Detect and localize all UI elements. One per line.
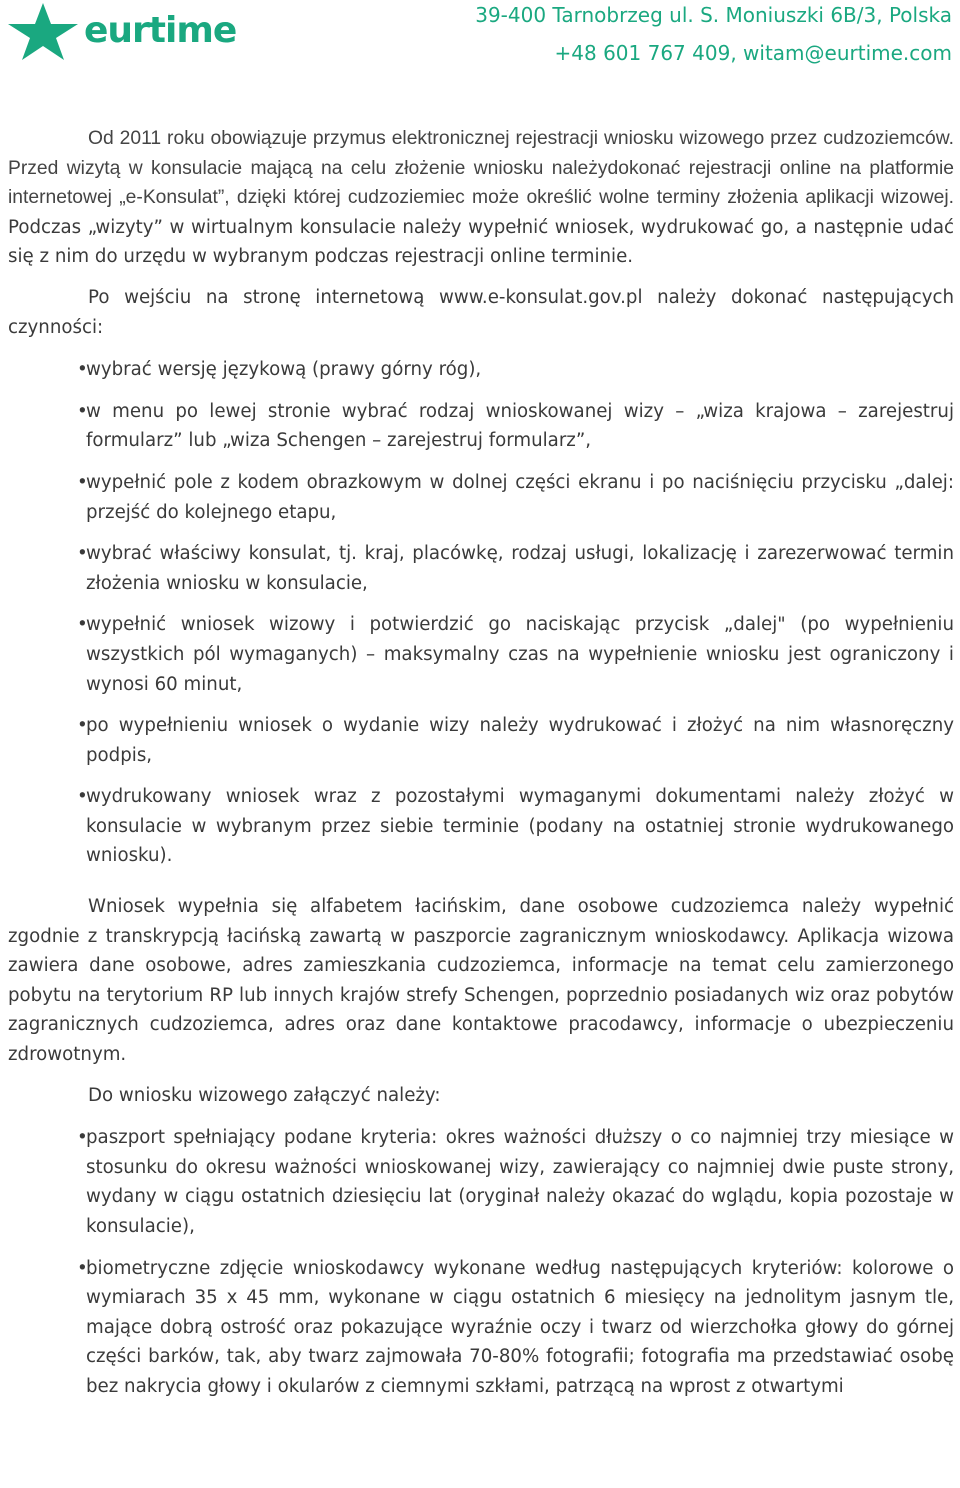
alphabet-paragraph: Wniosek wypełnia się alfabetem łacińskim, dane osobowe cudzoziemca należy wypełnić zgodnie z transkrypcją łacińską zawartą w paszporcie zagranicznym wnioskodawcy. Aplikacja wizowa zawiera dane osobowe, adres zamieszkania cudzoziemca, informacje na temat celu zamierzonego pobytu na terytorium RP lub innych krajów strefy Schengen, poprzednio posiadanych wiz oraz pobytów zagranicznych cudzoziemca, adres oraz dane kontaktowe pracodawcy, informacje o ubezpieczeniu zdrowotnym. [8,896,954,1066]
attachments-intro: Do wniosku wizowego załączyć należy: [88,1084,441,1106]
attachments-list [8,1123,954,1401]
page-header [0,0,960,80]
company-contact: +48 601 767 409, witam@eurtime.com [554,41,952,65]
logo-text: eurtime [84,10,237,51]
list-item: • paszport spełniający podane kryteria: okres ważności dłuższy o co najmniej trzy miesiące w stosunku do okresu ważności wnioskowanej wizy, zawierający co najmniej dwie puste strony, wydany w ciągu ostatnich dziesięciu lat (oryginał należy okazać do wglądu, kopia pozostaje w konsulacie), [86,1123,954,1241]
intro-paragraph [8,124,954,272]
list-item: • wydrukowany wniosek wraz z pozostałymi wymaganymi dokumentami należy złożyć w konsulacie w wybranym przez siebie terminie (podany na ostatniej stronie wydrukowanego wniosku). [86,782,954,871]
list-item: • wybrać właściwy konsulat, tj. kraj, placówkę, rodzaj usługi, lokalizację i zarezerwować termin złożenia wniosku w konsulacie, [86,539,954,598]
intro-text-a: Od 2011 roku obowiązuje przymus elektronicznej rejestracji wniosku wizowego przez cudzoziemców. Przed wizytą w konsulacie mającą na celu złożenie wniosku należydokonać rejestracji online na platformie internetowej „e-Konsulat”, dzięki której cudzoziemiec może określić wolne terminy złożenia aplikacji wizowej. [8,128,954,209]
list-item: • po wypełnieniu wniosek o wydanie wizy należy wydrukować i złożyć na nim własnoręczny podpis, [86,711,954,770]
steps-list [8,355,954,871]
intro-text-b: Podczas „wizyty” w wirtualnym konsulacie należy wypełnić wniosek, wydrukować go, a następnie udać się z nim do urzędu w wybranym podczas rejestracji online terminie. [8,216,954,268]
company-address: 39-400 Tarnobrzeg ul. S. Moniuszki 6B/3, Polska [475,3,952,27]
document-body [8,124,954,1402]
list-item: • biometryczne zdjęcie wnioskodawcy wykonane według następujących kryteriów: kolorowe o wymiarach 35 x 45 mm, wykonane w ciągu ostatnich 6 miesięcy na jednolitym jasnym tle, mające dobrą ostrość oraz pokazujące wyraźnie oczy i twarz od wierzchołka głowy do górnej części barków, tak, aby twarz zajmowała 70-80% fotografii; fotografia ma przedstawiać osobę bez nakrycia głowy i okularów z ciemnymi szkłami, patrzącą na wprost z otwartymi [86,1254,954,1402]
star-icon [6,2,80,62]
steps-intro: Po wejściu na stronę internetową www.e-konsulat.gov.pl należy dokonać następujących czynności: [8,286,954,338]
eurtime-logo[interactable] [6,2,236,62]
list-item: • w menu po lewej stronie wybrać rodzaj wnioskowanej wizy – „wiza krajowa – zarejestruj formularz” lub „wiza Schengen – zarejestruj formularz”, [86,397,954,456]
list-item: • wybrać wersję językową (prawy górny róg), [86,355,954,385]
list-item: • wypełnić pole z kodem obrazkowym w dolnej części ekranu i po naciśnięciu przycisku „dalej: przejść do kolejnego etapu, [86,468,954,527]
list-item: • wypełnić wniosek wizowy i potwierdzić go naciskając przycisk „dalej" (po wypełnieniu wszystkich pól wymaganych) – maksymalny czas na wypełnienie wniosku jest ograniczony i wynosi 60 minut, [86,610,954,699]
